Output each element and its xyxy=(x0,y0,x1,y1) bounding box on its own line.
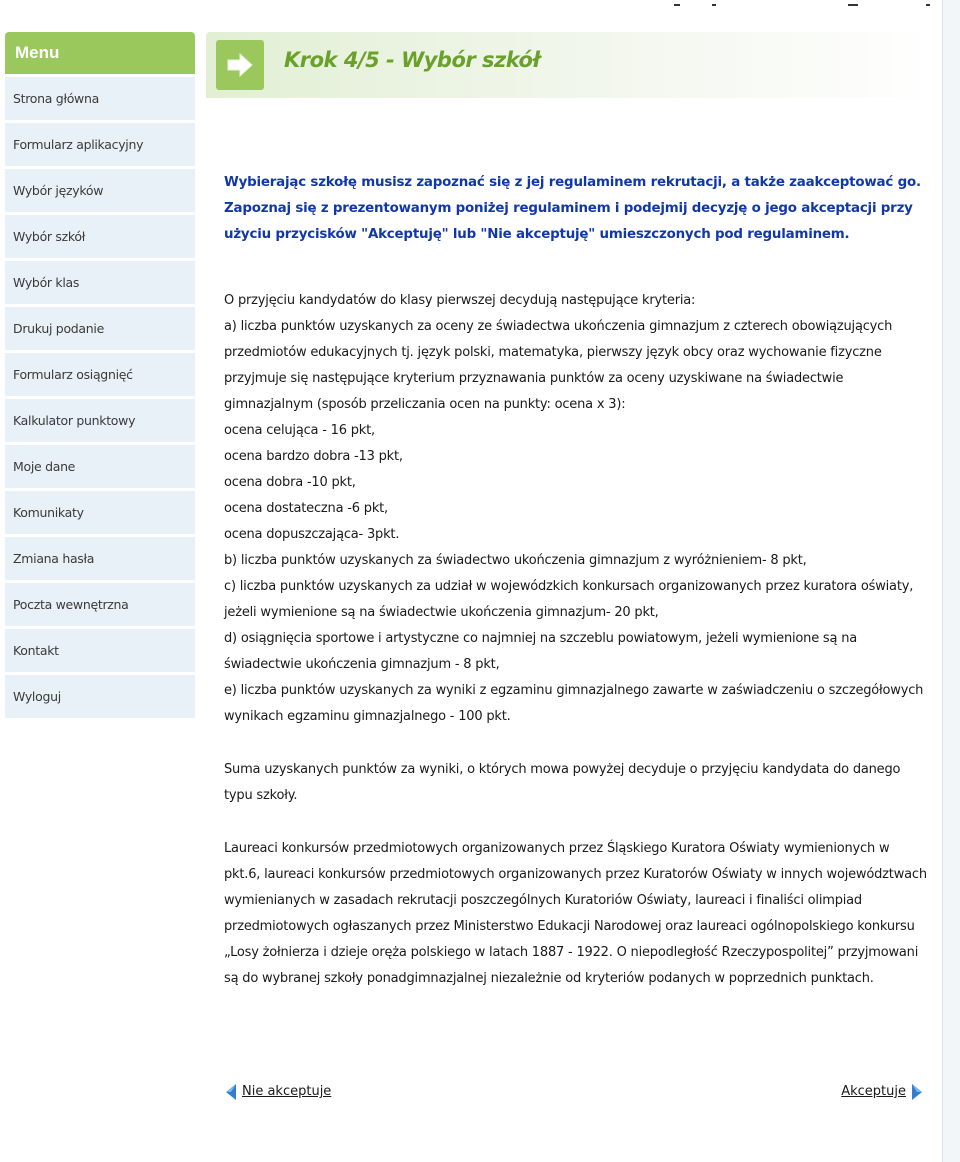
arrow-right-icon xyxy=(910,1083,924,1101)
sidebar-item-kontakt[interactable]: Kontakt xyxy=(5,629,195,672)
regulation-line: b) liczba punktów uzyskanych za świadectwo ukończenia gimnazjum z wyróżnieniem- 8 pkt, xyxy=(224,553,807,568)
regulation-laureates: Laureaci konkursów przedmiotowych organizowanych przez Śląskiego Kuratora Oświaty wymienionych w pkt.6, laureaci konkursów przedmiotowych organizowanych przez Kuratorów Oświaty w innych województwach wymienianych w zasadach rekrutacji poszczególnych Kuratoriów Oświaty, laureaci i finaliści olimpiad przedmiotowych ogłaszanych przez Ministerstwo Edukacji Narodowej oraz laureaci ogólnopolskiego konkursu „Losy żołnierza i dzieje oręża polskiego w latach 1887 - 1922. O niepodległość Rzeczypospolitej” przyjmowani są do wybranej szkoły ponadgimnazjalnej niezależnie od kryteriów podanych w poprzednich punktach. xyxy=(224,841,927,986)
regulation-content xyxy=(224,288,929,992)
sidebar-item-wybor-klas[interactable]: Wybór klas xyxy=(5,261,195,304)
sidebar-menu xyxy=(5,32,195,718)
page-title: Krok 4/5 - Wybór szkół xyxy=(284,48,540,72)
sidebar-item-zmiana-hasla[interactable]: Zmiana hasła xyxy=(5,537,195,580)
sidebar-item-poczta-wewnetrzna[interactable]: Poczta wewnętrzna xyxy=(5,583,195,626)
spacer xyxy=(224,809,929,836)
sidebar-item-wyloguj[interactable]: Wyloguj xyxy=(5,675,195,718)
regulation-line: d) osiągnięcia sportowe i artystyczne co najmniej na szczeblu powiatowym, jeżeli wymienione są na świadectwie ukończenia gimnazjum - 8 pkt, xyxy=(224,631,858,672)
regulation-line: ocena dopuszczająca- 3pkt. xyxy=(224,527,400,542)
reject-label: Nie akceptuje xyxy=(242,1084,332,1099)
menu-header: Menu xyxy=(5,32,195,74)
regulation-line: ocena dostateczna -6 pkt, xyxy=(224,501,388,516)
regulation-line: e) liczba punktów uzyskanych za wyniki z egzaminu gimnazjalnego zawarte w zaświadczeniu o szczegółowych wynikach egzaminu gimnazjalnego - 100 pkt. xyxy=(224,683,924,724)
scrollbar[interactable] xyxy=(942,0,960,1162)
arrow-left-icon xyxy=(224,1083,238,1101)
reject-button[interactable] xyxy=(224,1080,331,1104)
sidebar-item-komunikaty[interactable]: Komunikaty xyxy=(5,491,195,534)
regulation-line: O przyjęciu kandydatów do klasy pierwszej decydują następujące kryteria: xyxy=(224,293,696,308)
regulation-line: c) liczba punktów uzyskanych za udział w wojewódzkich konkursach organizowanych przez kuratora oświaty, jeżeli wymienione są na świadectwie ukończenia gimnazjum- 20 pkt, xyxy=(224,579,914,620)
accept-button[interactable] xyxy=(841,1080,924,1104)
sidebar-item-wybor-jezykow[interactable]: Wybór języków xyxy=(5,169,195,212)
arrow-right-icon xyxy=(216,40,264,90)
sidebar-item-wybor-szkol[interactable]: Wybór szkół xyxy=(5,215,195,258)
regulation-summary: Suma uzyskanych punktów za wyniki, o których mowa powyżej decyduje o przyjęciu kandydata do danego typu szkoły. xyxy=(224,762,901,803)
accept-label: Akceptuje xyxy=(841,1084,906,1099)
sidebar-item-drukuj-podanie[interactable]: Drukuj podanie xyxy=(5,307,195,350)
top-strip xyxy=(0,0,960,10)
sidebar-item-strona-glowna[interactable]: Strona główna xyxy=(5,77,195,120)
regulation-line: a) liczba punktów uzyskanych za oceny ze świadectwa ukończenia gimnazjum z czterech obowiązujących przedmiotów edukacyjnych tj. język polski, matematyka, pierwszy język obcy oraz wychowanie fizyczne przyjmuje się następujące kryterium przyznawania punktów za oceny uzyskiwane na świadectwie gimnazjalnym (sposób przeliczania ocen na punkty: ocena x 3): xyxy=(224,319,893,412)
sidebar-item-moje-dane[interactable]: Moje dane xyxy=(5,445,195,488)
regulation-line: ocena celująca - 16 pkt, xyxy=(224,423,375,438)
page-header xyxy=(206,32,940,98)
regulation-line: ocena dobra -10 pkt, xyxy=(224,475,356,490)
intro-text: Wybierając szkołę musisz zapoznać się z jej regulaminem rekrutacji, a także zaakceptować go. Zapoznaj się z prezentowanym poniżej regulaminem i podejmij decyzję o jego akceptacji przy użyciu przycisków "Akceptuję" lub "Nie akceptuję" umieszczonych pod regulaminem. xyxy=(224,175,921,242)
sidebar-item-formularz-osiagniec[interactable]: Formularz osiągnięć xyxy=(5,353,195,396)
sidebar-item-formularz-aplikacyjny[interactable]: Formularz aplikacyjny xyxy=(5,123,195,166)
sidebar-item-kalkulator-punktowy[interactable]: Kalkulator punktowy xyxy=(5,399,195,442)
decision-links xyxy=(224,1080,924,1106)
regulation-line: ocena bardzo dobra -13 pkt, xyxy=(224,449,403,464)
spacer xyxy=(224,730,929,757)
